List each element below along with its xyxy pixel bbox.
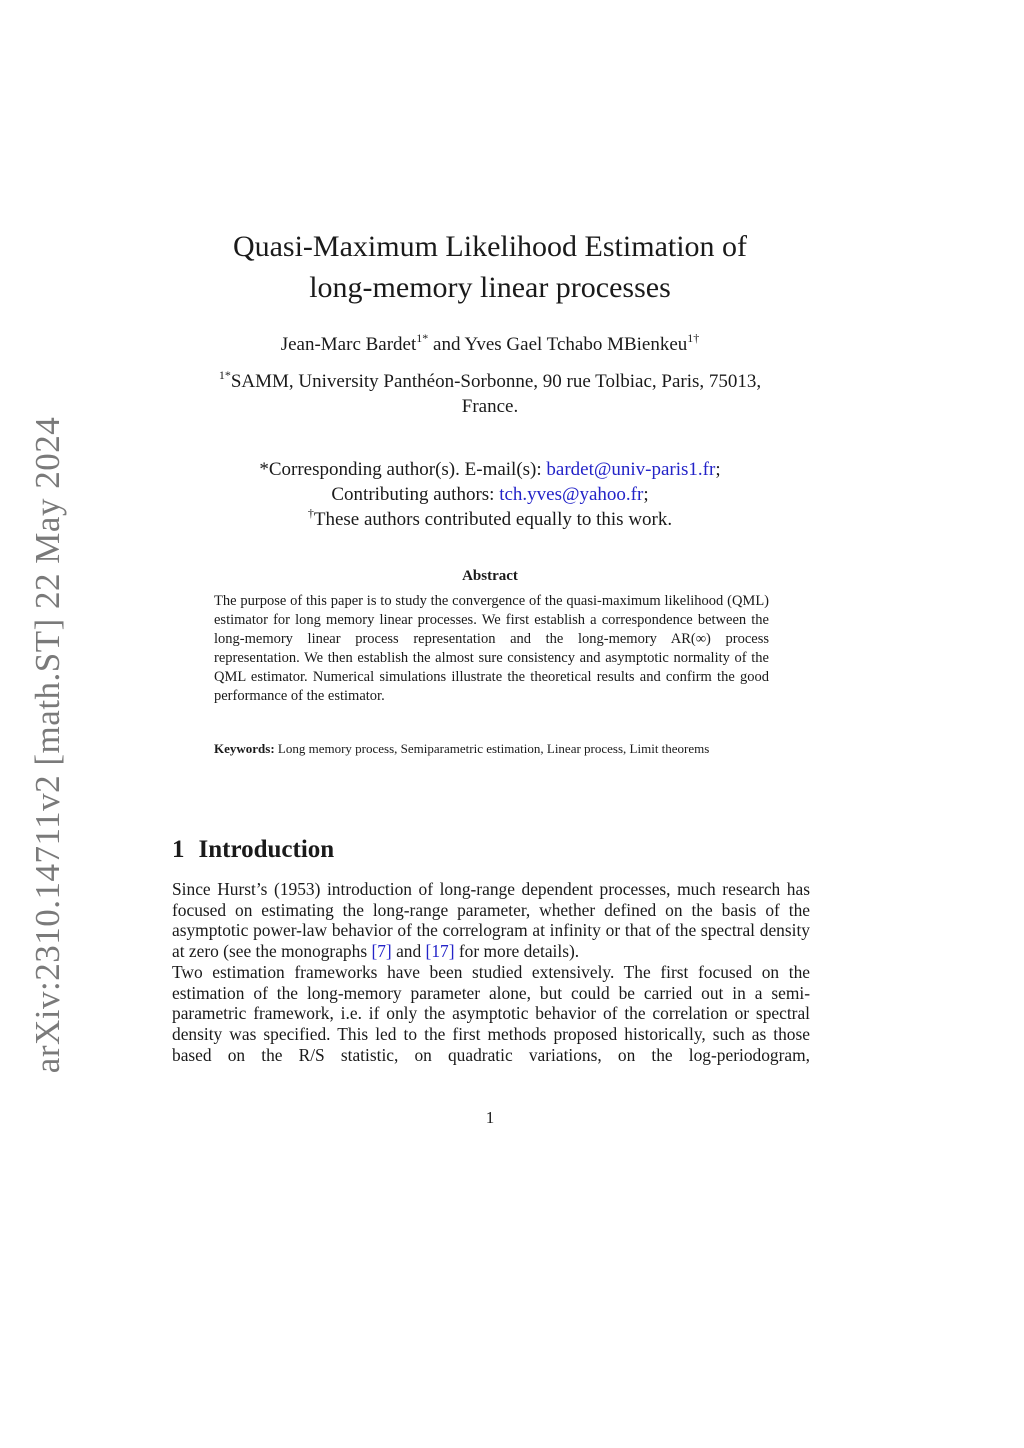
intro-p1-text-2: and [391, 941, 426, 962]
author-2-mark: 1† [687, 331, 700, 345]
contributing-label: Contributing authors: [331, 484, 500, 505]
section-number: 1 [172, 836, 185, 863]
keywords [214, 740, 769, 757]
author-list [0, 333, 980, 357]
title-line-2: long-memory linear processes [309, 271, 671, 304]
author-1-name: Jean-Marc Bardet [280, 334, 417, 355]
keywords-label: Keywords: [214, 741, 275, 756]
intro-paragraph-2: Two estimation frameworks have been studied extensively. The first focused on the estimation of the long-memory parameter alone, but could be carried out in a semi-parametric framework, i.e. if only the asymptotic behavior of the correlation or spectral density was specified. This led to the first methods proposed historically, such as those based on the R/S statistic, on quadratic variations, on the log-periodogram, [172, 961, 810, 1065]
citation-link-17[interactable]: [17] [425, 941, 455, 962]
contributing-end: ; [643, 484, 649, 505]
intro-paragraph-1 [172, 879, 810, 962]
keywords-text: Long memory process, Semiparametric estimation, Linear process, Limit theorems [274, 741, 710, 756]
corresponding-email-link[interactable]: bardet@univ-paris1.fr [546, 459, 716, 480]
corresponding-end: ; [715, 459, 721, 480]
equal-contribution-note: These authors contributed equally to this work. [313, 509, 673, 530]
dagger-mark: † [307, 506, 314, 520]
citation-link-7[interactable]: [7] [371, 941, 392, 962]
section-title: Introduction [198, 836, 335, 863]
intro-p1-text-3: for more details). [454, 941, 580, 962]
intro-p1-text-1: Since Hurst’s (1953) introduction of long-range dependent processes, much research has focused on estimating the long-range parameter, whether defined on the basis of the asymptotic power-law behavior of the correlogram at infinity or that of the spectral density at zero (see the monographs [172, 879, 810, 962]
page-number: 1 [485, 1108, 495, 1127]
author-2-name: Yves Gael Tchabo MBienkeu [464, 334, 688, 355]
corresponding-label: *Corresponding author(s). E-mail(s): [259, 459, 547, 480]
paper-title [0, 226, 980, 308]
affiliation-line-2: France. [461, 396, 519, 417]
affiliation [0, 369, 980, 419]
arxiv-identifier[interactable]: arXiv:2310.14711v2 [math.ST] 22 May 2024 [28, 416, 67, 1074]
section-heading [172, 836, 334, 864]
affiliation-line-1: SAMM, University Panthéon-Sorbonne, 90 rue Tolbiac, Paris, 75013, [230, 371, 762, 392]
abstract-heading: Abstract [462, 568, 518, 584]
affiliation-mark: 1* [218, 368, 231, 382]
author-1-mark: 1* [416, 331, 429, 345]
contact-info [0, 457, 980, 532]
author-connector: and [428, 334, 465, 355]
contributing-email-link[interactable]: tch.yves@yahoo.fr [499, 484, 644, 505]
title-line-1: Quasi-Maximum Likelihood Estimation of [232, 230, 748, 263]
introduction-body [172, 879, 810, 1065]
abstract-text: The purpose of this paper is to study the convergence of the quasi-maximum likelihood (QML) estimator for long memory linear processes. We first establish a correspondence between the long-memory linear process representation and the long-memory AR(∞) process representation. We then establish the almost sure consistency and asymptotic normality of the QML estimator. Numerical simulations illustrate the theoretical results and confirm the good performance of the estimator. [214, 593, 769, 704]
